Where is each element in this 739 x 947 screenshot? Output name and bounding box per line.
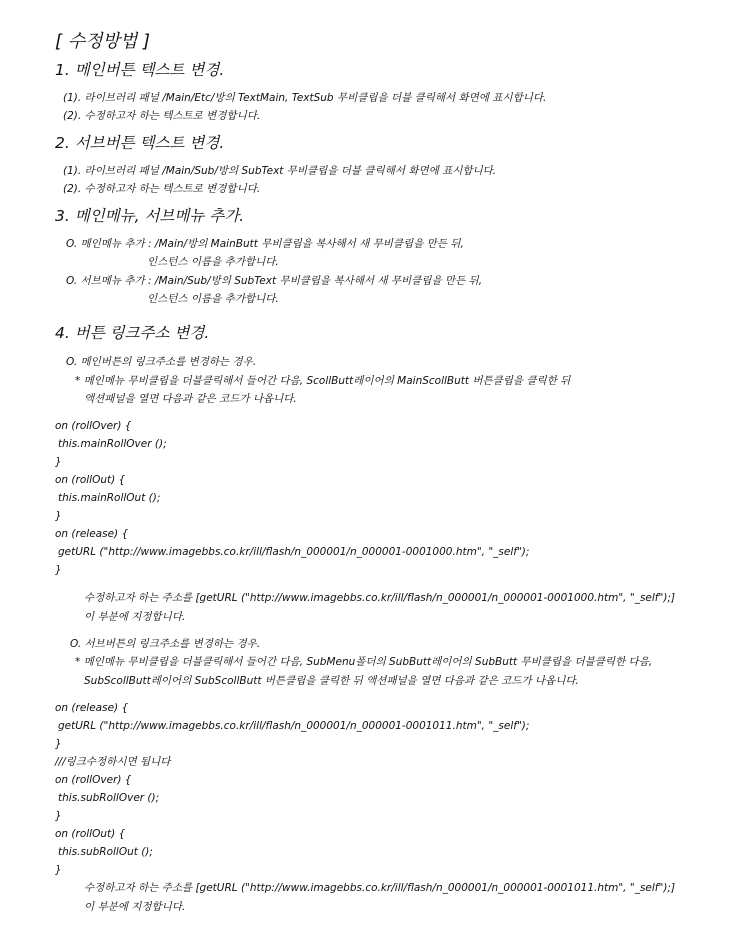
code-line: } bbox=[55, 738, 62, 750]
section-4-heading: 4. 버튼 링크주소 변경. bbox=[55, 324, 210, 342]
note-line: 이 부분에 지정합니다. bbox=[84, 901, 186, 913]
section-1-heading: 1. 메인버튼 텍스트 변경. bbox=[55, 61, 225, 79]
code-line: on (rollOut) { bbox=[55, 828, 126, 840]
code-line: on (release) { bbox=[55, 528, 129, 540]
code-line: } bbox=[55, 564, 62, 576]
code-line: } bbox=[55, 864, 62, 876]
code-line: ///링크수정하시면 됩니다 bbox=[55, 756, 171, 768]
main-case-line: 액션패널을 열면 다음과 같은 코드가 나옵니다. bbox=[84, 393, 297, 405]
sub-case-line: SubScollButt레이어의 SubScollButt 버튼클립을 클릭한 뒤 액션패널을 열면 다음과 같은 코드가 나옵니다. bbox=[84, 675, 579, 687]
section-2-line: (2). 수정하고자 하는 텍스트로 변경합니다. bbox=[63, 183, 261, 195]
section-2-heading: 2. 서브버튼 텍스트 변경. bbox=[55, 134, 225, 152]
section-1-line: (1). 라이브러리 패널 /Main/Etc/방의 TextMain, TextSub 무비클립을 더블 클릭해서 화면에 표시합니다. bbox=[63, 92, 547, 104]
page-title: [ 수정방법 ] bbox=[55, 31, 151, 52]
section-3-heading: 3. 메인메뉴, 서브메뉴 추가. bbox=[55, 207, 245, 225]
sub-case-line: * 메인메뉴 무비클립을 더블클릭해서 들어간 다음, SubMenu폴더의 SubButt레이어의 SubButt 무비클립을 더블클릭한 다음, bbox=[75, 656, 653, 668]
section-3-line: O. 메인메뉴 추가 : /Main/방의 MainButt 무비클립을 복사해서 새 무비클립을 만든 뒤, bbox=[66, 238, 464, 250]
note-line: 수정하고자 하는 주소를 [getURL ("http://www.imagebbs.co.kr/ill/flash/n_000001/n_000001-0001011.htm", "_self");] bbox=[84, 882, 676, 894]
code-line: this.mainRollOver (); bbox=[58, 438, 167, 450]
main-case-line: * 메인메뉴 무비클립을 더블클릭해서 들어간 다음, ScollButt레이어의 MainScollButt 버튼클립을 클릭한 뒤 bbox=[75, 375, 571, 387]
code-line: on (release) { bbox=[55, 702, 129, 714]
section-3-line: O. 서브메뉴 추가 : /Main/Sub/방의 SubText 무비클립을 복사해서 새 무비클립을 만든 뒤, bbox=[66, 275, 483, 287]
code-line: getURL ("http://www.imagebbs.co.kr/ill/flash/n_000001/n_000001-0001011.htm", "_self"); bbox=[58, 720, 530, 732]
section-3-line: 인스턴스 이름을 추가합니다. bbox=[147, 293, 279, 305]
code-line: on (rollOver) { bbox=[55, 774, 132, 786]
code-line: } bbox=[55, 510, 62, 522]
code-line: getURL ("http://www.imagebbs.co.kr/ill/flash/n_000001/n_000001-0001000.htm", "_self"); bbox=[58, 546, 530, 558]
code-line: this.subRollOver (); bbox=[58, 792, 160, 804]
section-2-line: (1). 라이브러리 패널 /Main/Sub/방의 SubText 무비클립을 더블 클릭해서 화면에 표시합니다. bbox=[63, 165, 497, 177]
code-line: } bbox=[55, 456, 62, 468]
code-line: this.subRollOut (); bbox=[58, 846, 153, 858]
code-line: on (rollOver) { bbox=[55, 420, 132, 432]
section-3-line: 인스턴스 이름을 추가합니다. bbox=[147, 256, 279, 268]
note-line: 이 부분에 지정합니다. bbox=[84, 611, 186, 623]
sub-case-line: O. 서브버튼의 링크주소를 변경하는 경우. bbox=[70, 638, 261, 650]
note-line: 수정하고자 하는 주소를 [getURL ("http://www.imagebbs.co.kr/ill/flash/n_000001/n_000001-0001000.htm", "_self");] bbox=[84, 592, 676, 604]
section-1-line: (2). 수정하고자 하는 텍스트로 변경합니다. bbox=[63, 110, 261, 122]
main-case-line: O. 메인버튼의 링크주소를 변경하는 경우. bbox=[66, 356, 257, 368]
code-line: } bbox=[55, 810, 62, 822]
code-line: on (rollOut) { bbox=[55, 474, 126, 486]
code-line: this.mainRollOut (); bbox=[58, 492, 161, 504]
